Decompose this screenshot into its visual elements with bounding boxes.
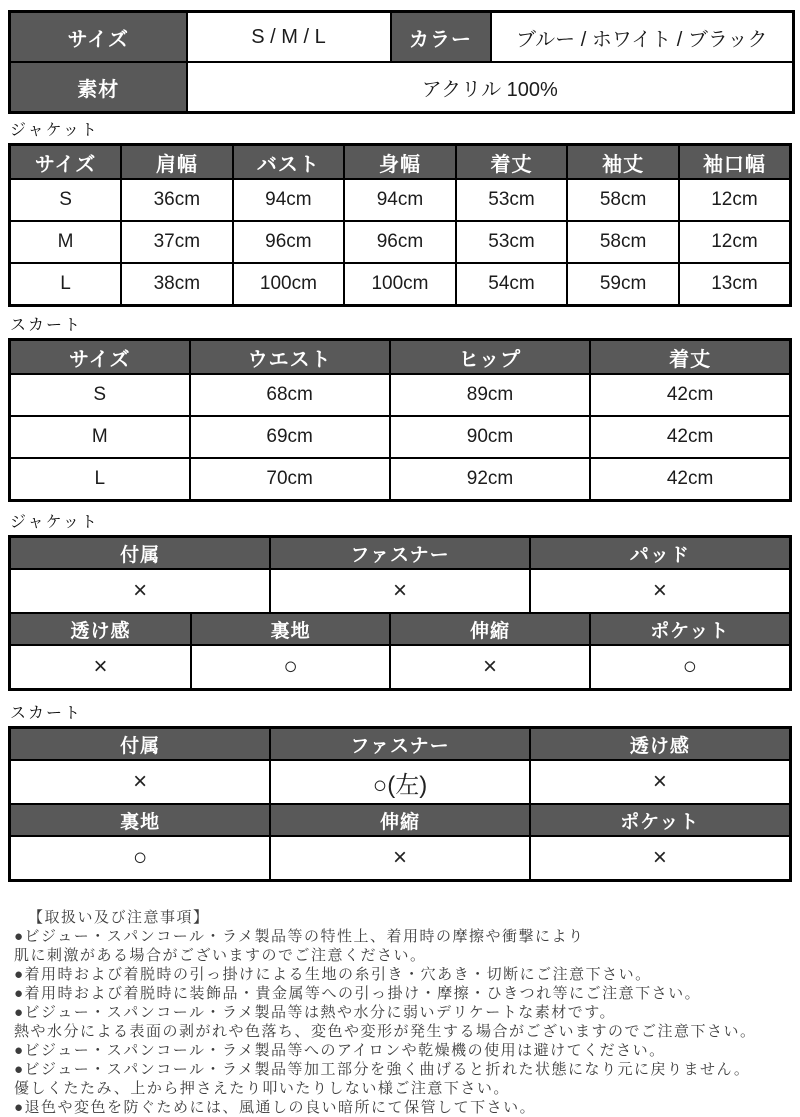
table-row bbox=[11, 645, 789, 688]
value-cell: 58cm bbox=[567, 221, 679, 263]
table-row bbox=[10, 221, 791, 263]
value-cell: 70cm bbox=[190, 458, 390, 501]
value-cell: 12cm bbox=[679, 221, 791, 263]
material-label-cell: 素材 bbox=[10, 62, 187, 113]
column-header-cell: ポケット bbox=[590, 614, 789, 645]
care-notes bbox=[14, 908, 792, 1117]
value-cell: 42cm bbox=[590, 458, 790, 501]
size-value-cell: S / M / L bbox=[187, 12, 391, 63]
skirt-spec-table bbox=[8, 726, 792, 882]
care-note-line: ●ビジュー・スパンコール・ラメ製品等へのアイロンや乾燥機の使用は避けてください。 bbox=[14, 1042, 666, 1059]
care-note-line: ●ビジュー・スパンコール・ラメ製品等は熱や水分に弱いデリケートな素材です。 bbox=[14, 1004, 617, 1021]
skirt-size-table bbox=[8, 338, 792, 502]
value-cell: 92cm bbox=[390, 458, 590, 501]
size-label-cell: サイズ bbox=[10, 12, 187, 63]
value-cell: ○ bbox=[11, 836, 270, 879]
table-row bbox=[10, 416, 791, 458]
value-cell: × bbox=[270, 569, 529, 613]
value-cell: 69cm bbox=[190, 416, 390, 458]
value-cell: M bbox=[10, 221, 122, 263]
value-cell: 53cm bbox=[456, 221, 568, 263]
value-cell: 89cm bbox=[390, 374, 590, 416]
value-cell: 38cm bbox=[121, 263, 233, 306]
column-header-cell: サイズ bbox=[10, 340, 190, 375]
value-cell: 54cm bbox=[456, 263, 568, 306]
table-row bbox=[11, 760, 789, 804]
jacket-spec-section-label: ジャケット bbox=[10, 514, 99, 531]
column-header-cell: 身幅 bbox=[344, 145, 456, 180]
value-cell: 94cm bbox=[344, 179, 456, 221]
product-summary-table bbox=[8, 10, 795, 114]
value-cell: × bbox=[11, 569, 270, 613]
value-cell: 12cm bbox=[679, 179, 791, 221]
value-cell: × bbox=[11, 645, 191, 688]
care-note-line: ●着用時および着脱時に装飾品・貴金属等への引っ掛け・摩擦・ひきつれ等にご注意下さい。 bbox=[14, 985, 702, 1002]
table-row bbox=[10, 179, 791, 221]
value-cell: × bbox=[390, 645, 589, 688]
value-cell: 94cm bbox=[233, 179, 345, 221]
column-header-cell: 裏地 bbox=[11, 805, 270, 836]
value-cell: 58cm bbox=[567, 179, 679, 221]
value-cell: 37cm bbox=[121, 221, 233, 263]
column-header-cell: ファスナー bbox=[270, 729, 529, 760]
column-header-cell: 袖口幅 bbox=[679, 145, 791, 180]
column-header-cell: ポケット bbox=[530, 805, 789, 836]
column-header-cell: 付属 bbox=[11, 729, 270, 760]
material-value-cell: アクリル 100% bbox=[187, 62, 794, 113]
value-cell: 53cm bbox=[456, 179, 568, 221]
column-header-cell: バスト bbox=[233, 145, 345, 180]
column-header-cell: 肩幅 bbox=[121, 145, 233, 180]
column-header-cell: 裏地 bbox=[191, 614, 390, 645]
value-cell: L bbox=[10, 458, 190, 501]
value-cell: 13cm bbox=[679, 263, 791, 306]
value-cell: ○(左) bbox=[270, 760, 529, 804]
value-cell: × bbox=[530, 760, 789, 804]
value-cell: ○ bbox=[590, 645, 789, 688]
care-note-line: 肌に刺激がある場合がございますのでご注意ください。 bbox=[14, 947, 427, 964]
care-note-line: 熱や水分による表面の剥がれや色落ち、変色や変形が発生する場合がございますのでご注意下さい。 bbox=[14, 1023, 757, 1040]
column-header-cell: ヒップ bbox=[390, 340, 590, 375]
value-cell: 90cm bbox=[390, 416, 590, 458]
care-note-line: ●ビジュー・スパンコール・ラメ製品等の特性上、着用時の摩擦や衝撃により bbox=[14, 928, 585, 945]
value-cell: 100cm bbox=[233, 263, 345, 306]
value-cell: S bbox=[10, 374, 190, 416]
value-cell: × bbox=[270, 836, 529, 879]
column-header-cell: ウエスト bbox=[190, 340, 390, 375]
care-note-line: ●ビジュー・スパンコール・ラメ製品等加工部分を強く曲げると折れた状態になり元に戻りません。 bbox=[14, 1061, 751, 1078]
skirt-size-section-label: スカート bbox=[10, 317, 83, 334]
table-row bbox=[10, 263, 791, 306]
jacket-size-section-label: ジャケット bbox=[10, 122, 99, 139]
value-cell: 96cm bbox=[233, 221, 345, 263]
value-cell: × bbox=[530, 569, 789, 613]
skirt-spec-section-label: スカート bbox=[10, 705, 83, 722]
column-header-cell: 着丈 bbox=[590, 340, 790, 375]
column-header-cell: 着丈 bbox=[456, 145, 568, 180]
value-cell: 68cm bbox=[190, 374, 390, 416]
column-header-cell: 伸縮 bbox=[270, 805, 529, 836]
table-row bbox=[11, 836, 789, 879]
value-cell: M bbox=[10, 416, 190, 458]
value-cell: 42cm bbox=[590, 374, 790, 416]
table-row bbox=[10, 458, 791, 501]
column-header-cell: 袖丈 bbox=[567, 145, 679, 180]
column-header-cell: 透け感 bbox=[530, 729, 789, 760]
value-cell: × bbox=[530, 836, 789, 879]
color-label-cell: カラー bbox=[391, 12, 491, 63]
value-cell: 59cm bbox=[567, 263, 679, 306]
value-cell: 42cm bbox=[590, 416, 790, 458]
jacket-spec-table bbox=[8, 535, 792, 691]
column-header-cell: ファスナー bbox=[270, 538, 529, 569]
column-header-cell: パッド bbox=[530, 538, 789, 569]
value-cell: 96cm bbox=[344, 221, 456, 263]
column-header-cell: 透け感 bbox=[11, 614, 191, 645]
care-note-line: ●着用時および着脱時の引っ掛けによる生地の糸引き・穴あき・切断にご注意下さい。 bbox=[14, 966, 652, 983]
care-note-line: 優しくたたみ、上から押さえたり叩いたりしない様ご注意下さい。 bbox=[14, 1080, 510, 1097]
value-cell: 100cm bbox=[344, 263, 456, 306]
value-cell: 36cm bbox=[121, 179, 233, 221]
color-value-cell: ブルー / ホワイト / ブラック bbox=[491, 12, 794, 63]
column-header-cell: 付属 bbox=[11, 538, 270, 569]
jacket-size-table bbox=[8, 143, 792, 307]
care-notes-title: 【取扱い及び注意事項】 bbox=[28, 909, 210, 926]
table-row bbox=[10, 374, 791, 416]
value-cell: S bbox=[10, 179, 122, 221]
care-note-line: ●退色や変色を防ぐためには、風通しの良い暗所にて保管して下さい。 bbox=[14, 1099, 537, 1116]
value-cell: ○ bbox=[191, 645, 390, 688]
column-header-cell: サイズ bbox=[10, 145, 122, 180]
column-header-cell: 伸縮 bbox=[390, 614, 589, 645]
table-row bbox=[11, 569, 789, 613]
value-cell: L bbox=[10, 263, 122, 306]
value-cell: × bbox=[11, 760, 270, 804]
